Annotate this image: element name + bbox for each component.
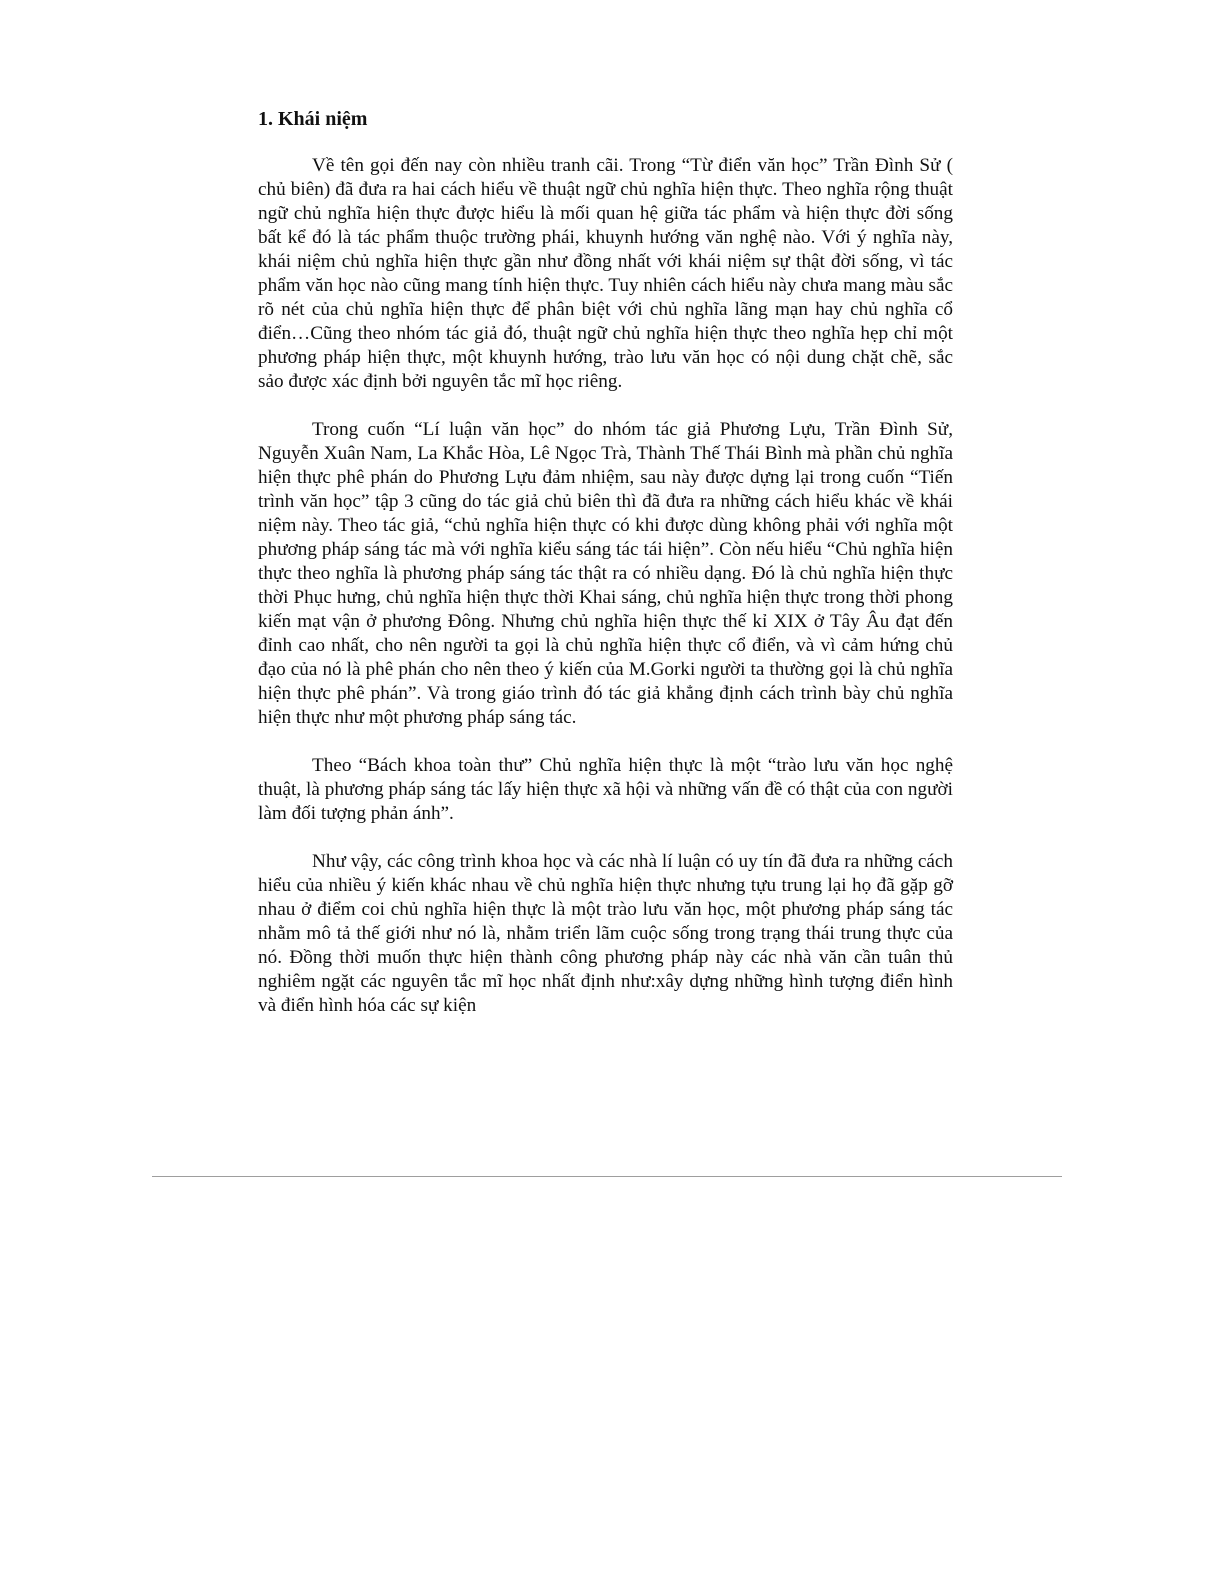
section-heading: 1. Khái niệm xyxy=(258,108,368,130)
paragraph-definition-dictionary: Về tên gọi đến nay còn nhiều tranh cãi. Trong “Từ điển văn học” Trần Đình Sử ( chủ biên) đã đưa ra hai cách hiểu về thuật ngữ chủ nghĩa hiện thực. Theo nghĩa rộng thuật ngữ chủ nghĩa hiện thực được hiểu là mối quan hệ giữa tác phẩm và hiện thực đời sống bất kể đó là tác phẩm thuộc trường phái, khuynh hướng văn nghệ nào. Với ý nghĩa này, khái niệm chủ nghĩa hiện thực gần như đồng nhất với khái niệm sự thật đời sống, vì tác phẩm văn học nào cũng mang tính hiện thực. Tuy nhiên cách hiểu này chưa mang màu sắc rõ nét của chủ nghĩa hiện thực để phân biệt với chủ nghĩa lãng mạn hay chủ nghĩa cổ điển…Cũng theo nhóm tác giả đó, thuật ngữ chủ nghĩa hiện thực theo nghĩa hẹp chỉ một phương pháp hiện thực, một khuynh hướng, trào lưu văn học có nội dung chặt chẽ, sắc sảo được xác định bởi nguyên tắc mĩ học riêng. xyxy=(258,155,953,392)
paragraph-literary-theory: Trong cuốn “Lí luận văn học” do nhóm tác giả Phương Lựu, Trần Đình Sử, Nguyễn Xuân Nam, La Khắc Hòa, Lê Ngọc Trà, Thành Thế Thái Bình mà phần chủ nghĩa hiện thực phê phán do Phương Lựu đảm nhiệm, sau này được dựng lại trong cuốn “Tiến trình văn học” tập 3 cũng do tác giả chủ biên thì đã đưa ra những cách hiểu khác về khái niệm này. Theo tác giả, “chủ nghĩa hiện thực có khi được dùng không phải với nghĩa một phương pháp sáng tác mà với nghĩa kiểu sáng tác tái hiện”. Còn nếu hiểu “Chủ nghĩa hiện thực theo nghĩa là phương pháp sáng tác thật ra có nhiều dạng. Đó là chủ nghĩa hiện thực thời Phục hưng, chủ nghĩa hiện thực thời Khai sáng, chủ nghĩa hiện thực trong thời phong kiến mạt vận ở phương Đông. Nhưng chủ nghĩa hiện thực thế kỉ XIX ở Tây Âu đạt đến đỉnh cao nhất, cho nên người ta gọi là chủ nghĩa hiện thực cổ điển, và vì cảm hứng chủ đạo của nó là phê phán cho nên theo ý kiến của M.Gorki người ta thường gọi là chủ nghĩa hiện thực phê phán”. Và trong giáo trình đó tác giả khẳng định cách trình bày chủ nghĩa hiện thực như một phương pháp sáng tác. xyxy=(258,419,953,728)
paragraph-encyclopedia: Theo “Bách khoa toàn thư” Chủ nghĩa hiện thực là một “trào lưu văn học nghệ thuật, là phương pháp sáng tác lấy hiện thực xã hội và những vấn đề có thật của con người làm đối tượng phản ánh”. xyxy=(258,755,953,824)
document-page-content xyxy=(258,106,953,1018)
page-divider xyxy=(152,1176,1062,1177)
paragraph-conclusion: Như vậy, các công trình khoa học và các nhà lí luận có uy tín đã đưa ra những cách hiểu của nhiều ý kiến khác nhau về chủ nghĩa hiện thực nhưng tựu trung lại họ đã gặp gỡ nhau ở điểm coi chủ nghĩa hiện thực là một trào lưu văn học, một phương pháp sáng tác nhằm mô tả thế giới như nó là, nhằm triển lãm cuộc sống trong trạng thái trung thực của nó. Đồng thời muốn thực hiện thành công phương pháp này các nhà văn cần tuân thủ nghiêm ngặt các nguyên tắc mĩ học nhất định như:xây dựng những hình tượng điển hình và điển hình hóa các sự kiện xyxy=(258,851,953,1016)
